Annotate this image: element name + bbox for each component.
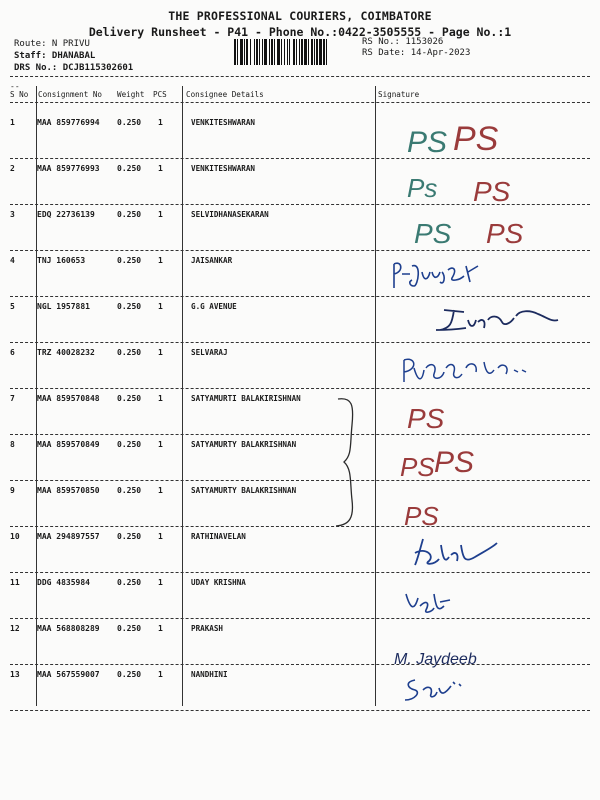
barcode-icon	[233, 39, 355, 65]
signature-7-icon	[405, 396, 455, 436]
row-divider	[10, 710, 590, 711]
row-pcs: 1	[158, 578, 163, 587]
row-weight: 0.250	[117, 210, 142, 219]
row-sno: 4	[10, 256, 15, 265]
row-consignee-name: PRAKASH	[191, 624, 224, 633]
svg-text:Ps: Ps	[407, 173, 438, 203]
signature-8-icon	[398, 440, 478, 482]
row-sno: 7	[10, 394, 15, 403]
row-weight: 0.250	[117, 578, 142, 587]
row-consignee-name: UDAY KRISHNA	[191, 578, 246, 587]
rs-number: RS No.: 1153026	[362, 37, 444, 47]
row-sno: 2	[10, 164, 15, 173]
rs-date: RS Date: 14-Apr-2023	[362, 48, 471, 58]
row-sno: 13	[10, 670, 20, 679]
svg-text:PS: PS	[453, 120, 499, 158]
signature-1-icon	[405, 118, 515, 162]
row-divider	[10, 434, 590, 435]
row-divider	[10, 388, 590, 389]
header-divider	[10, 76, 590, 77]
svg-text:PS: PS	[473, 176, 511, 207]
row-pcs: 1	[158, 394, 163, 403]
row-consignee-name: SATYAMURTI BALAKIRISHNAN	[191, 394, 301, 403]
row-sno: 5	[10, 302, 15, 311]
column-signature: Signature	[378, 90, 420, 99]
row-divider	[10, 572, 590, 573]
row-sno: 6	[10, 348, 15, 357]
row-pcs: 1	[158, 624, 163, 633]
svg-text:PS: PS	[404, 501, 439, 531]
signature-6-icon	[398, 348, 548, 388]
row-weight: 0.250	[117, 486, 142, 495]
signature-10-icon	[405, 533, 505, 571]
row-sno: 11	[10, 578, 20, 587]
svg-text:PS: PS	[407, 126, 448, 159]
brace-icon	[330, 395, 364, 530]
row-pcs: 1	[158, 256, 163, 265]
row-sno: 8	[10, 440, 15, 449]
row-sno: 3	[10, 210, 15, 219]
row-consignee-name: SATYAMURTY BALAKRISHNAN	[191, 440, 297, 449]
row-pcs: 1	[158, 670, 163, 679]
row-consignment-no: MAA 567559007	[37, 670, 100, 679]
row-consignment-no: MAA 859570849	[37, 440, 100, 449]
row-consignee-name: VENKITESHWARAN	[191, 118, 256, 127]
row-sno: 9	[10, 486, 15, 495]
row-consignee-name: G.G AVENUE	[191, 302, 237, 311]
signature-12-icon	[392, 640, 502, 674]
row-sno: 12	[10, 624, 20, 633]
column-weight: Weight	[117, 90, 145, 99]
signature-5-icon	[430, 300, 580, 340]
column-consignment: Consignment No	[38, 90, 103, 99]
column-divider	[182, 86, 183, 706]
row-consignment-no: DDG 4835984	[37, 578, 90, 587]
row-weight: 0.250	[117, 532, 142, 541]
row-weight: 0.250	[117, 164, 142, 173]
signature-4-icon	[388, 252, 498, 292]
row-sno: 1	[10, 118, 15, 127]
row-consignee-name: VENKITESHWARAN	[191, 164, 256, 173]
drs-label: DRS No.: DCJB115302601	[14, 63, 134, 73]
row-consignment-no: MAA 859570848	[37, 394, 100, 403]
svg-text:PS: PS	[434, 446, 475, 479]
signature-13-icon	[395, 672, 465, 706]
signature-2-icon	[405, 167, 525, 207]
row-consignee-name: SELVARAJ	[191, 348, 228, 357]
row-consignee-name: NANDHINI	[191, 670, 228, 679]
svg-text:PS: PS	[407, 403, 445, 434]
row-consignee-name: RATHINAVELAN	[191, 532, 246, 541]
svg-text:PS: PS	[400, 452, 435, 482]
row-pcs: 1	[158, 440, 163, 449]
row-consignment-no: MAA 294897557	[37, 532, 100, 541]
row-consignment-no: TRZ 40028232	[37, 348, 95, 357]
signature-11-icon	[400, 582, 460, 622]
row-divider	[10, 618, 590, 619]
column-consignee-details: Consignee Details	[186, 90, 264, 99]
signature-3-icon	[412, 211, 532, 251]
header-marker: --	[10, 82, 20, 91]
row-weight: 0.250	[117, 256, 142, 265]
column-header-divider	[10, 102, 590, 103]
row-pcs: 1	[158, 210, 163, 219]
row-pcs: 1	[158, 486, 163, 495]
row-consignee-name: SELVIDHANASEKARAN	[191, 210, 269, 219]
row-divider	[10, 296, 590, 297]
row-divider	[10, 480, 590, 481]
runsheet-title: Delivery Runsheet - P41 - Phone No.:0422-3505555 - Page No.:1	[88, 25, 512, 39]
row-divider	[10, 526, 590, 527]
row-weight: 0.250	[117, 624, 142, 633]
row-weight: 0.250	[117, 440, 142, 449]
row-pcs: 1	[158, 302, 163, 311]
row-pcs: 1	[158, 118, 163, 127]
row-weight: 0.250	[117, 670, 142, 679]
row-consignment-no: NGL 1957881	[37, 302, 90, 311]
row-consignment-no: MAA 568808289	[37, 624, 100, 633]
svg-text:PS: PS	[486, 218, 524, 249]
svg-text:M. Jaydeeb: M. Jaydeeb	[394, 651, 477, 668]
column-divider	[375, 86, 376, 706]
row-divider	[10, 342, 590, 343]
row-pcs: 1	[158, 164, 163, 173]
company-title: THE PROFESSIONAL COURIERS, COIMBATORE	[168, 9, 432, 23]
row-weight: 0.250	[117, 394, 142, 403]
column-sno: S No	[10, 90, 29, 99]
row-pcs: 1	[158, 348, 163, 357]
row-consignment-no: TNJ 160653	[37, 256, 86, 265]
column-pcs: PCS	[153, 90, 167, 99]
row-pcs: 1	[158, 532, 163, 541]
row-weight: 0.250	[117, 302, 142, 311]
staff-label: Staff: DHANABAL	[14, 51, 96, 61]
row-consignee-name: SATYAMURTY BALAKRISHNAN	[191, 486, 297, 495]
row-weight: 0.250	[117, 348, 142, 357]
row-consignment-no: EDQ 22736139	[37, 210, 95, 219]
svg-text:PS: PS	[414, 218, 452, 249]
row-divider	[10, 664, 590, 665]
route-label: Route: N PRIVU	[14, 39, 90, 49]
row-consignment-no: MAA 859570850	[37, 486, 100, 495]
row-consignment-no: MAA 859776993	[37, 164, 100, 173]
row-consignee-name: JAISANKAR	[191, 256, 233, 265]
signature-9-icon	[402, 495, 452, 533]
row-sno: 10	[10, 532, 20, 541]
row-consignment-no: MAA 859776994	[37, 118, 100, 127]
row-weight: 0.250	[117, 118, 142, 127]
